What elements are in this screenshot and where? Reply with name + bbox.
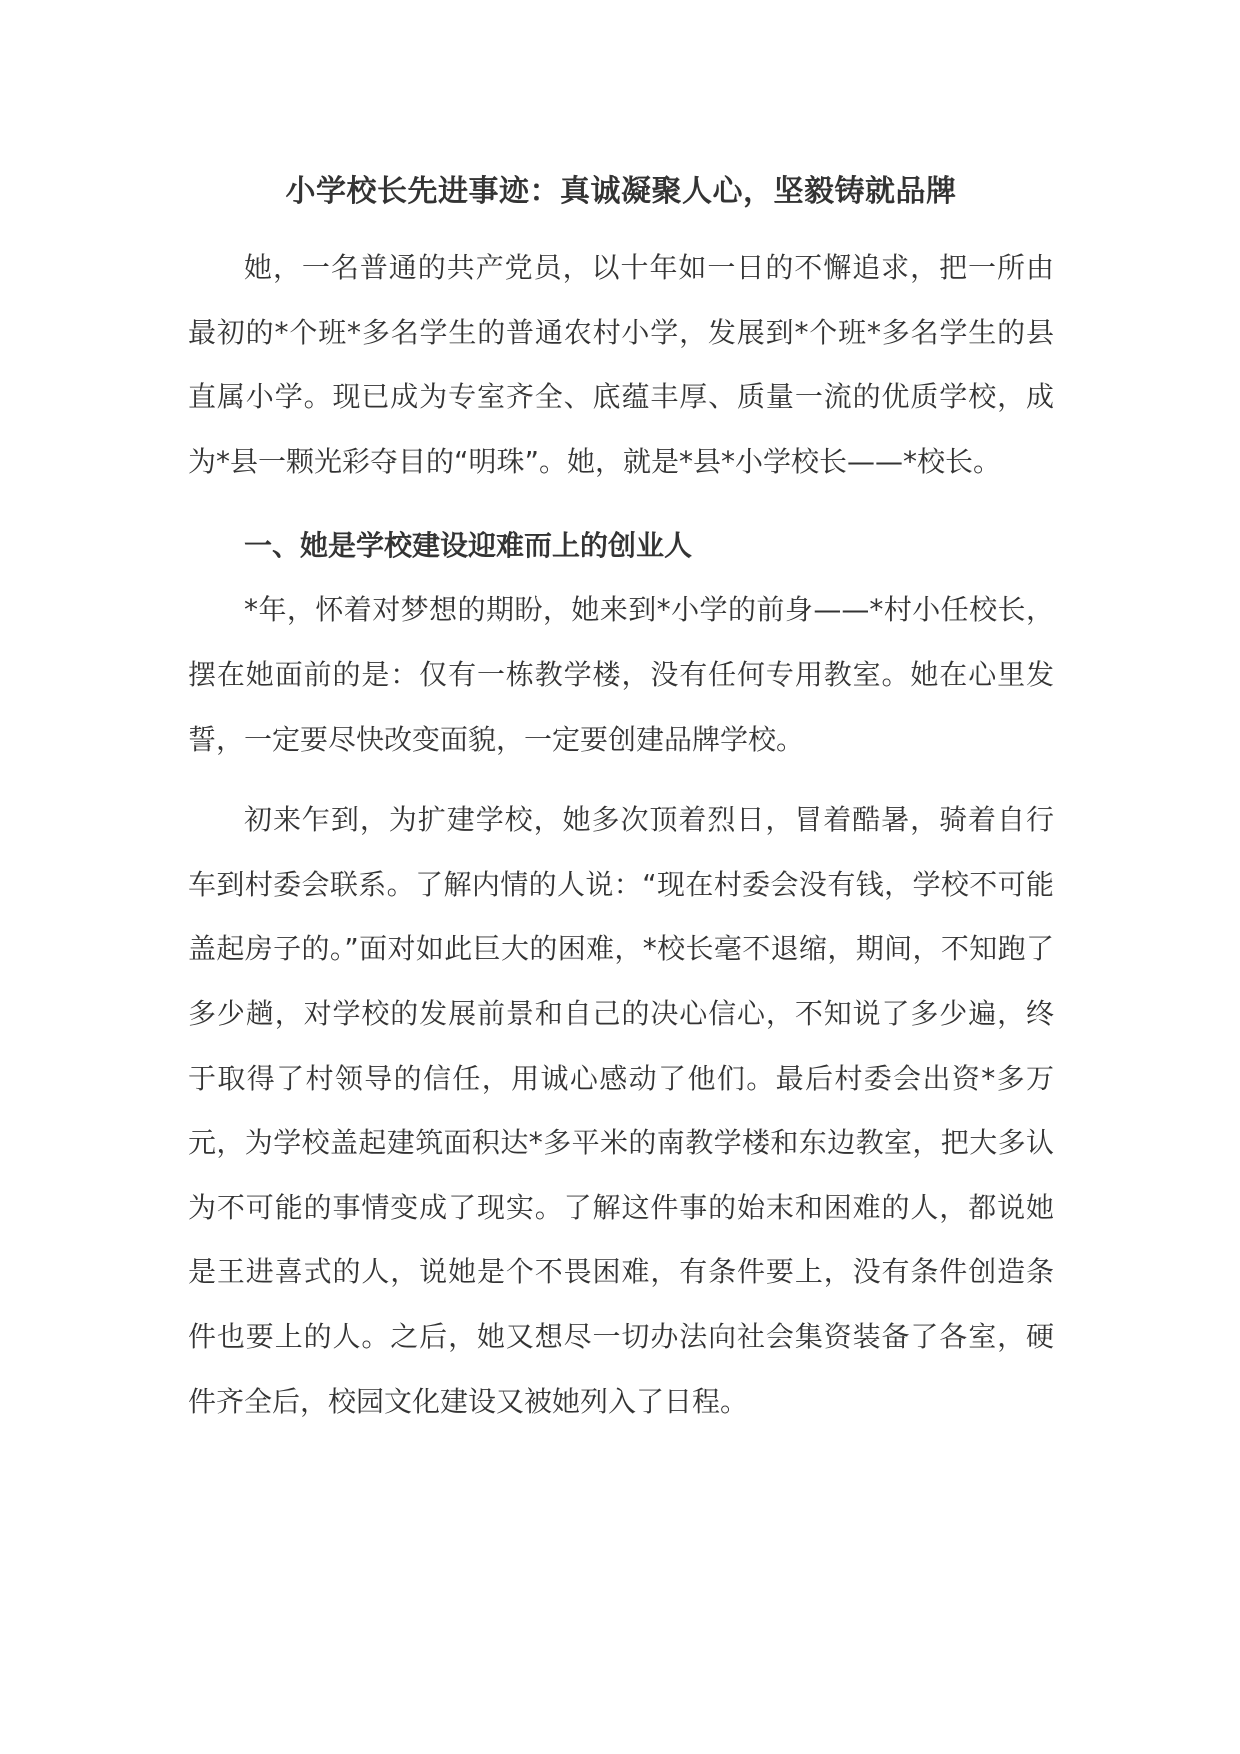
intro-paragraph: 她，一名普通的共产党员，以十年如一日的不懈追求，把一所由最初的*个班*多名学生的普通农村小学，发展到*个班*多名学生的县直属小学。现已成为专室齐全、底蕴丰厚、质量一流的优质学校，成为*县一颗光彩夺目的“明珠”。她，就是*县*小学校长——*校长。: [188, 251, 1054, 478]
document-body: [188, 160, 1054, 1434]
document-title: 小学校长先进事迹：真诚凝聚人心，坚毅铸就品牌: [285, 174, 957, 209]
body-paragraph: 初来乍到，为扩建学校，她多次顶着烈日，冒着酷暑，骑着自行车到村委会联系。了解内情的人说：“现在村委会没有钱，学校不可能盖起房子的。”面对如此巨大的困难，*校长毫不退缩，期间，不知跑了多少趟，对学校的发展前景和自己的决心信心，不知说了多少遍，终于取得了村领导的信任，用诚心感动了他们。最后村委会出资*多万元，为学校盖起建筑面积达*多平米的南教学楼和东边教室，把大多认为不可能的事情变成了现实。了解这件事的始末和困难的人，都说她是王进喜式的人，说她是个不畏困难，有条件要上，没有条件创造条件也要上的人。之后，她又想尽一切办法向社会集资装备了各室，硬件齐全后，校园文化建设又被她列入了日程。: [188, 803, 1054, 1418]
body-paragraph: *年，怀着对梦想的期盼，她来到*小学的前身——*村小任校长，摆在她面前的是：仅有一栋教学楼，没有任何专用教室。她在心里发誓，一定要尽快改变面貌，一定要创建品牌学校。: [188, 593, 1054, 756]
section-heading: 一、她是学校建设迎难而上的创业人: [244, 529, 693, 563]
